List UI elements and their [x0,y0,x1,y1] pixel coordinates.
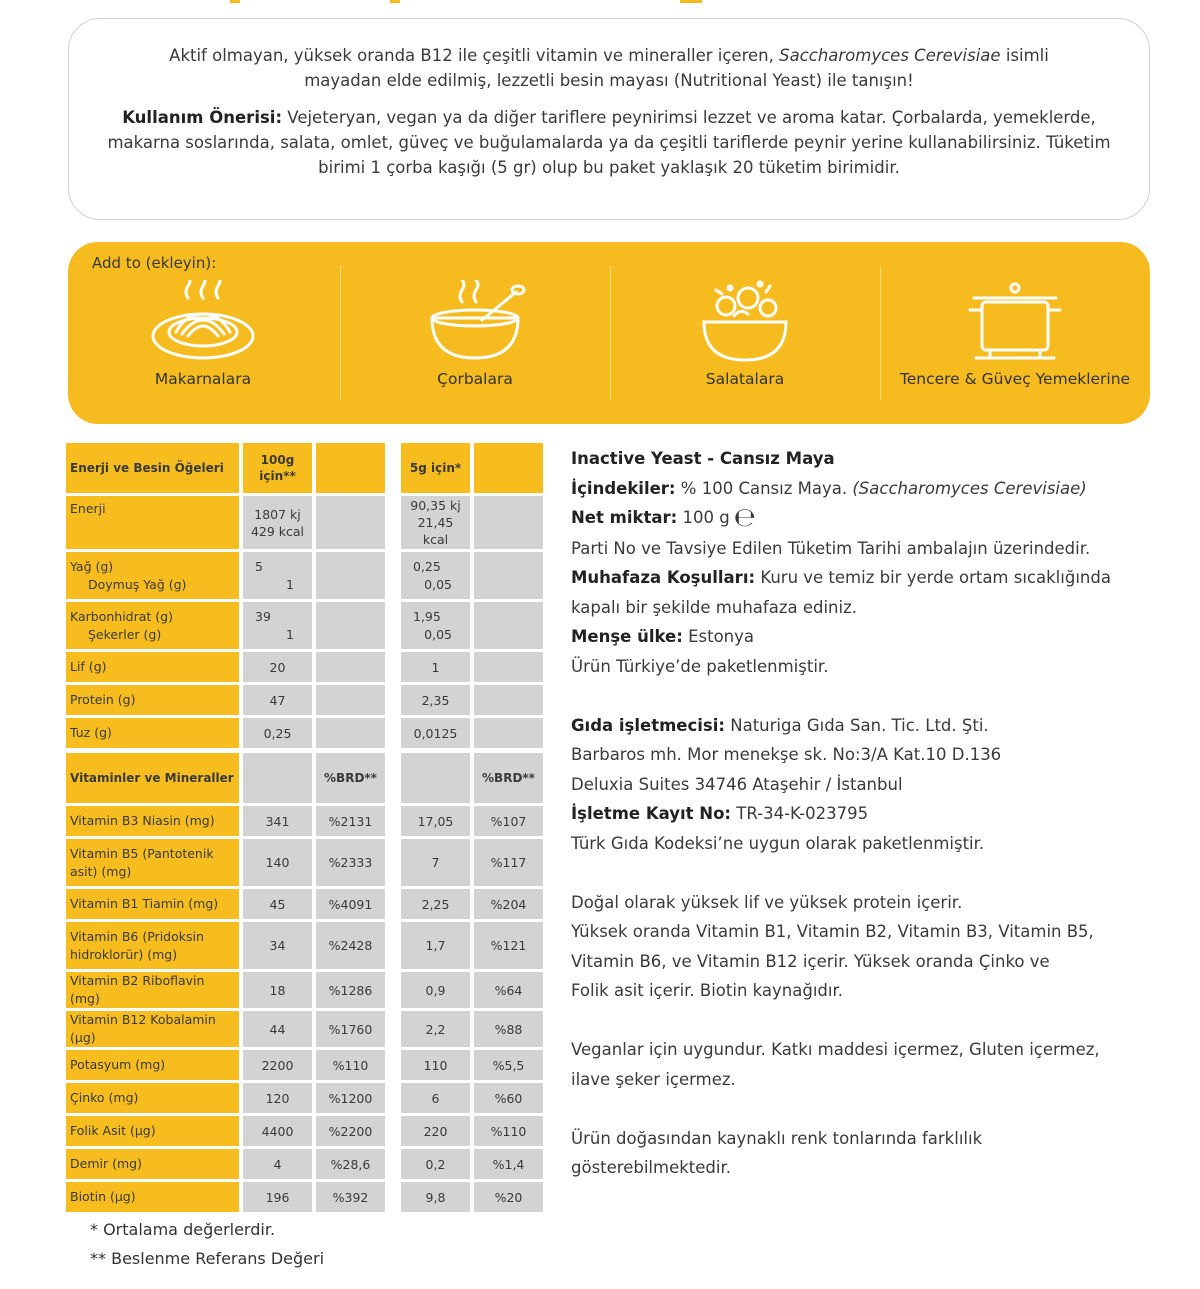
table-row [66,552,543,599]
protein-5g: 2,35 [401,685,470,715]
storage-line-2: kapalı bir şekilde muhafaza ediniz. [571,597,857,617]
table-gap [389,1011,397,1047]
table-row [66,443,543,493]
vitamin-brd-100g: %110 [316,1050,385,1080]
table-cell [316,443,385,493]
salt-100g: 0,25 [243,718,312,748]
operator-line: Gıda işletmecisi: Naturiga Gıda San. Tic. Ltd. Şti. [571,715,989,735]
table-cell [316,496,385,549]
vitamin-name: Çinko (mg) [66,1083,239,1113]
salad-bowl-icon [690,280,800,364]
vitamin-brd-5g: %88 [474,1011,543,1047]
add-to-item-pot [880,272,1150,422]
claims-line: Doğal olarak yüksek lif ve yüksek protein içerir. [571,892,963,912]
table-cell [316,602,385,649]
vitamin-brd-5g: %117 [474,839,543,886]
table-row [66,652,543,682]
vitamin-brd-5g: %5,5 [474,1050,543,1080]
soup-bowl-icon [420,280,530,364]
address-line: Deluxia Suites 34746 Ataşehir / İstanbul [571,774,903,794]
add-to-item-salad [610,272,880,422]
vitamin-100g: 44 [243,1011,312,1047]
salt-5g: 0,0125 [401,718,470,748]
vitamin-5g: 9,8 [401,1182,470,1212]
vitamin-100g: 120 [243,1083,312,1113]
packed-line: Ürün Türkiye’de paketlenmiştir. [571,656,829,676]
table-gap [389,806,397,836]
footnote-average: * Ortalama değerlerdir. [90,1220,276,1239]
table-header-5g: 5g için* [401,443,470,493]
table-cell [316,552,385,599]
vitamin-name: Vitamin B1 Tiamin (mg) [66,889,239,919]
table-cell [316,652,385,682]
vitamin-brd-100g: %1286 [316,972,385,1008]
cooking-pot-icon [960,280,1070,364]
add-to-item-soup [340,272,610,422]
energy-5g: 90,35 kj 21,45 kcal [401,496,470,549]
vitamin-brd-100g: %4091 [316,889,385,919]
ingredients-line: İçindekiler: % 100 Cansız Maya. (Saccharomyces Cerevisiae) [571,478,1087,498]
add-to-item-label: Tencere & Güveç Yemeklerine [899,370,1131,388]
product-title: Inactive Yeast - Cansız Maya [571,449,835,468]
table-header-vitamins: Vitaminler ve Mineraller [66,753,239,803]
table-gap [389,1182,397,1212]
vitamin-brd-100g: %2131 [316,806,385,836]
vegan-line: Veganlar için uygundur. Katkı maddesi içermez, Gluten içermez, [571,1040,1100,1059]
product-info [571,444,1161,1183]
vitamin-brd-5g: %60 [474,1083,543,1113]
row-label-protein: Protein (g) [66,685,239,715]
vitamin-100g: 2200 [243,1050,312,1080]
vitamin-100g: 4 [243,1149,312,1179]
vitamin-name: Potasyum (mg) [66,1050,239,1080]
table-gap [389,496,397,549]
vitamin-brd-5g: %110 [474,1116,543,1146]
table-row [66,685,543,715]
table-row [66,806,543,836]
vitamin-name: Folik Asit (µg) [66,1116,239,1146]
protein-100g: 47 [243,685,312,715]
registration-line: İşletme Kayıt No: TR-34-K-023795 [571,804,869,823]
address-line: Barbaros mh. Mor menekşe sk. No:3/A Kat.10 D.136 [571,745,1002,764]
vitamin-5g: 17,05 [401,806,470,836]
table-cell [474,602,543,649]
table-gap [389,889,397,919]
table-gap [389,443,397,493]
vitamin-brd-5g: %121 [474,922,543,969]
vitamin-5g: 110 [401,1050,470,1080]
vitamin-5g: 2,25 [401,889,470,919]
table-gap [389,652,397,682]
table-gap [389,753,397,803]
table-cell [474,685,543,715]
fiber-100g: 20 [243,652,312,682]
color-note-line: gösterebilmektedir. [571,1158,731,1177]
vitamin-brd-5g: %204 [474,889,543,919]
vitamin-brd-5g: %64 [474,972,543,1008]
table-row [66,753,543,803]
vitamin-brd-5g: %1,4 [474,1149,543,1179]
estimated-sign-icon: ℮ [733,503,756,533]
table-header-nutrients: Enerji ve Besin Öğeleri [66,443,239,493]
vitamin-5g: 2,2 [401,1011,470,1047]
vitamin-5g: 0,9 [401,972,470,1008]
table-cell [474,652,543,682]
pasta-plate-icon [148,280,258,364]
vitamin-name: Biotin (µg) [66,1182,239,1212]
vitamin-5g: 0,2 [401,1149,470,1179]
table-gap [389,839,397,886]
net-quantity-line: Net miktar: 100 g ℮ [571,503,756,533]
table-gap [389,685,397,715]
vitamin-brd-100g: %28,6 [316,1149,385,1179]
table-cell [474,718,543,748]
table-gap [389,1083,397,1113]
vitamin-name: Demir (mg) [66,1149,239,1179]
vitamin-brd-100g: %1760 [316,1011,385,1047]
vitamin-100g: 18 [243,972,312,1008]
row-label-energy: Enerji [66,496,239,549]
intro-box [68,18,1150,220]
table-row [66,1083,543,1113]
origin-line: Menşe ülke: Estonya [571,627,755,646]
add-to-item-label: Salatalara [705,370,785,388]
carb-5g: 1,95 0,05 [401,602,470,649]
table-row [66,1011,543,1047]
vitamin-brd-5g: %20 [474,1182,543,1212]
vitamin-100g: 4400 [243,1116,312,1146]
table-gap [389,972,397,1008]
add-to-item-label: Çorbalara [437,370,513,388]
spacer [571,681,1161,711]
table-cell [474,496,543,549]
vitamin-brd-100g: %1200 [316,1083,385,1113]
batch-line: Parti No ve Tavsiye Edilen Tüketim Tarihi ambalajın üzerindedir. [571,538,1091,558]
vitamin-5g: 220 [401,1116,470,1146]
add-to-item-pasta [68,272,338,422]
table-row [66,922,543,969]
table-row [66,972,543,1008]
storage-line: Muhafaza Koşulları: Kuru ve temiz bir yerde ortam sıcaklığında [571,568,1111,587]
top-cutoff-strip [230,0,730,4]
table-cell [474,443,543,493]
table-row [66,602,543,649]
row-label-fiber: Lif (g) [66,652,239,682]
table-gap [389,602,397,649]
fiber-5g: 1 [401,652,470,682]
table-row [66,1149,543,1179]
row-label-fat: Yağ (g) Doymuş Yağ (g) [66,552,239,599]
spacer [571,858,1161,888]
fat-5g: 0,25 0,05 [401,552,470,599]
table-row [66,496,543,549]
vitamin-brd-100g: %2428 [316,922,385,969]
vitamins-table [62,750,547,1215]
usage-paragraph: Kullanım Önerisi: Vejeteryan, vegan ya da diğer tariflere peynirimsi lezzet ve aroma katar. Çorbalarda, yemeklerde, makarna soslarında, salata, omlet, güveç ve buğulamalarda ya da çeşitli tariflerde peynir yerine kullanabilirsiniz. Tüketim birimi 1 çorba kaşığı (5 gr) olup bu paket yaklaşık 20 tüketim birimidir. [107,108,1111,177]
vitamin-name: Vitamin B12 Kobalamin (µg) [66,1011,239,1047]
vitamin-name: Vitamin B3 Niasin (mg) [66,806,239,836]
table-cell [316,685,385,715]
table-header-brd-5g: %BRD** [474,753,543,803]
claims-line: Folik asit içerir. Biotin kaynağıdır. [571,981,844,1000]
vitamin-5g: 6 [401,1083,470,1113]
table-header-100g: 100g için** [243,443,312,493]
carb-100g: 39 1 [243,602,312,649]
table-cell [243,753,312,803]
table-row [66,718,543,748]
usage-label: Kullanım Önerisi: [122,108,283,127]
spacer [571,1094,1161,1124]
table-cell [474,552,543,599]
table-gap [389,718,397,748]
vegan-line: ilave şeker içermez. [571,1069,736,1089]
fat-100g: 5 1 [243,552,312,599]
footnote-brd: ** Beslenme Referans Değeri [90,1249,325,1268]
vitamin-100g: 196 [243,1182,312,1212]
claims-line: Yüksek oranda Vitamin B1, Vitamin B2, Vitamin B3, Vitamin B5, [571,922,1094,941]
codex-line: Türk Gıda Kodeksi’ne uygun olarak paketlenmiştir. [571,833,985,853]
table-row [66,1116,543,1146]
vitamin-name: Vitamin B5 (Pantotenik asit) (mg) [66,839,239,886]
vitamin-name: Vitamin B2 Riboflavin (mg) [66,972,239,1008]
table-gap [389,922,397,969]
color-note-line: Ürün doğasından kaynaklı renk tonlarında farklılık [571,1128,983,1148]
row-label-salt: Tuz (g) [66,718,239,748]
add-to-item-label: Makarnalara [154,370,252,388]
energy-100g: 1807 kj 429 kcal [243,496,312,549]
vitamin-name: Vitamin B6 (Pridoksin hidroklorür) (mg) [66,922,239,969]
table-row [66,1182,543,1212]
vitamin-brd-5g: %107 [474,806,543,836]
vitamin-brd-100g: %2200 [316,1116,385,1146]
row-label-carb: Karbonhidrat (g) Şekerler (g) [66,602,239,649]
table-gap [389,1149,397,1179]
table-row [66,839,543,886]
vitamin-100g: 140 [243,839,312,886]
table-gap [389,1116,397,1146]
vitamin-brd-100g: %2333 [316,839,385,886]
add-to-banner [68,242,1150,424]
table-gap [389,1050,397,1080]
claims-line: Vitamin B6, ve Vitamin B12 içerir. Yüksek oranda Çinko ve [571,951,1050,971]
vitamin-5g: 7 [401,839,470,886]
intro-paragraph: Aktif olmayan, yüksek oranda B12 ile çeşitli vitamin ve mineraller içeren, Saccharomyces Cerevisiae isimli mayadan elde edilmiş, lezzetli besin mayası (Nutritional Yeast) ile tanışın! [169,46,1049,90]
vitamin-5g: 1,7 [401,922,470,969]
vitamin-100g: 45 [243,889,312,919]
table-row [66,889,543,919]
table-cell [316,718,385,748]
vitamin-100g: 341 [243,806,312,836]
vitamin-100g: 34 [243,922,312,969]
vitamin-brd-100g: %392 [316,1182,385,1212]
table-cell [401,753,470,803]
add-to-label: Add to (ekleyin): [92,254,217,272]
table-row [66,1050,543,1080]
table-gap [389,552,397,599]
nutrition-table [62,440,547,751]
spacer [571,1006,1161,1036]
table-header-brd-100g: %BRD** [316,753,385,803]
